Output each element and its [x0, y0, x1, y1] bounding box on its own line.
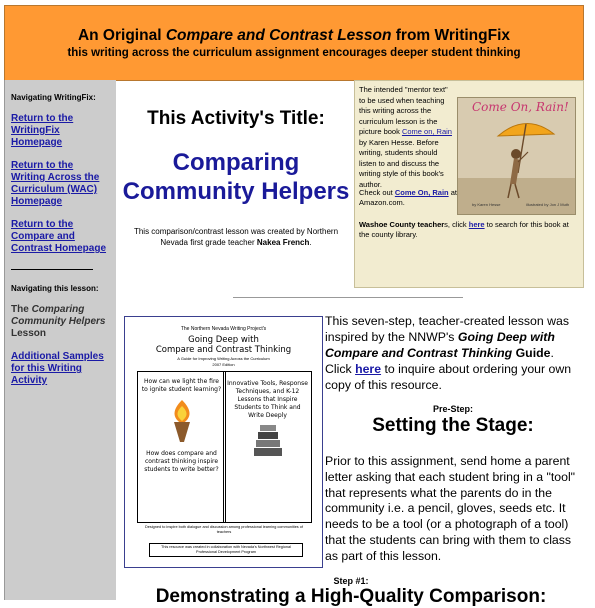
book-cover-illustration	[458, 98, 575, 214]
library-line	[359, 220, 579, 240]
guide-right-panel	[223, 371, 312, 523]
section-divider	[233, 297, 463, 298]
guide-footer-1: Designed to inspire both dialogue and discussion among professional learning communities of teachers	[145, 525, 303, 534]
activity-label: This Activity's Title:	[147, 108, 325, 129]
nav-current-lesson	[11, 304, 110, 340]
header-title-italic: Compare and Contrast Lesson	[165, 27, 392, 44]
nav-link-additional-samples[interactable]: Additional Samples for this Writing Activity	[11, 351, 104, 386]
prestep-heading	[325, 404, 581, 437]
credit-text: This comparison/contrast lesson was created by Northern Nevada first grade teacher	[133, 227, 339, 247]
mentor-description	[359, 85, 452, 190]
guide-line-4: A Guide for Improving Writing Across the Curriculum	[177, 356, 270, 361]
guide-line-5: 2007 Edition	[212, 362, 235, 367]
nav-divider	[11, 269, 93, 270]
page-header	[4, 5, 584, 81]
order-link[interactable]: here	[355, 362, 382, 376]
guide-left-panel	[137, 371, 226, 523]
book-link[interactable]: Come on, Rain	[401, 127, 452, 136]
guide-line-3: Compare and Contrast Thinking	[155, 345, 292, 355]
guide-left-question-2: How does compare and contrast thinking inspire students to write better?	[144, 450, 219, 473]
sidebar-nav	[4, 80, 116, 600]
books-icon	[248, 424, 288, 458]
amazon-suffix: at Amazon.com.	[359, 188, 457, 207]
washoe-bold: Washoe County teacher	[359, 220, 445, 229]
washoe-mid: s, click	[444, 220, 469, 229]
header-title-prefix: An Original	[77, 27, 166, 44]
activity-title-block	[120, 80, 352, 248]
nav-current-italic: Comparing Community Helpers	[11, 304, 106, 327]
nav-section-lesson: Navigating this lesson:	[11, 284, 99, 293]
guide-cover-image[interactable]	[124, 316, 323, 568]
nav-link-wac-home[interactable]: Return to the Writing Across the Curriculum (WAC) Homepage	[11, 160, 100, 207]
intro-text-2: . Click	[325, 346, 554, 376]
header-title	[5, 27, 583, 45]
book-cover-image[interactable]	[457, 97, 576, 215]
torch-icon	[162, 398, 202, 444]
header-subtitle: this writing across the curriculum assignment encourages deeper student thinking	[67, 47, 521, 59]
intro-text-3: to inquire about ordering your own copy of this resource.	[325, 362, 572, 392]
amazon-line	[359, 188, 459, 208]
nav-section-writingfix: Navigating WritingFix:	[11, 93, 96, 102]
amazon-link[interactable]: Come On, Rain	[394, 188, 449, 197]
mentor-text-box	[354, 80, 584, 288]
nav-link-compare-contrast-home[interactable]: Return to the Compare and Contrast Homepage	[11, 219, 107, 254]
amazon-prefix: Check out	[359, 188, 395, 197]
book-cover-illustrator: illustrated by Jon J Muth	[526, 202, 570, 207]
prestep-title: Setting the Stage:	[372, 415, 534, 436]
guide-left-question-1: How can we light the fire to ignite student learning?	[141, 378, 222, 393]
credit-end: .	[309, 238, 312, 247]
intro-guide-word: Guide	[512, 346, 551, 360]
step1-title: Demonstrating a High-Quality Comparison:	[155, 586, 547, 607]
washoe-end: to search for this book at the county library.	[359, 220, 569, 239]
step1-label: Step #1:	[333, 576, 369, 586]
intro-text-1: This seven-step, teacher-created lesson was inspired by the NNWP's	[325, 314, 570, 344]
mentor-text-1: The intended "mentor text" to be used when teaching this writing across the curriculum lesson is the picture book	[359, 85, 448, 136]
guide-footer-2: This resource was created in collaboration with Nevada's Northwest Regional Professional Development Program	[149, 543, 303, 557]
guide-line-2: Going Deep with	[188, 335, 259, 345]
teacher-name: Nakea French	[256, 238, 310, 247]
nav-link-writingfix-home[interactable]: Return to the WritingFix Homepage	[11, 113, 74, 148]
nav-current-prefix: The	[11, 304, 32, 315]
book-cover-title: Come On, Rain!	[472, 100, 569, 114]
prestep-label: Pre-Step:	[432, 404, 473, 414]
prestep-text: Prior to this assignment, send home a parent letter asking that each student bring in a "tool" that represents what the parents do in the community i.e. a pencil, gloves, seeds etc. It needs to be a tool (or a photograph of a tool) that the students can bring with them to class as part of this lesson.	[325, 454, 576, 563]
guide-line-1: The Northern Nevada Writing Project's	[180, 326, 267, 332]
intro-guide-title: Going Deep with Compare and Contrast Thinking	[325, 330, 555, 360]
header-title-suffix: from WritingFix	[391, 27, 511, 44]
lesson-intro	[325, 313, 581, 393]
nav-current-suffix: Lesson	[11, 328, 47, 339]
library-link[interactable]: here	[468, 220, 485, 229]
guide-right-text: Innovative Tools, Response Techniques, and K-12 Lessons that Inspire Students to Think and Write Deeply	[227, 380, 308, 419]
book-cover-author: by Karen Hesse	[472, 202, 501, 207]
mentor-text-2: by Karen Hesse. Before writing, students should listen to and discuss the writing style of this book's author.	[359, 137, 444, 189]
activity-title: Comparing Community Helpers	[122, 149, 350, 205]
lesson-credit	[120, 226, 352, 248]
